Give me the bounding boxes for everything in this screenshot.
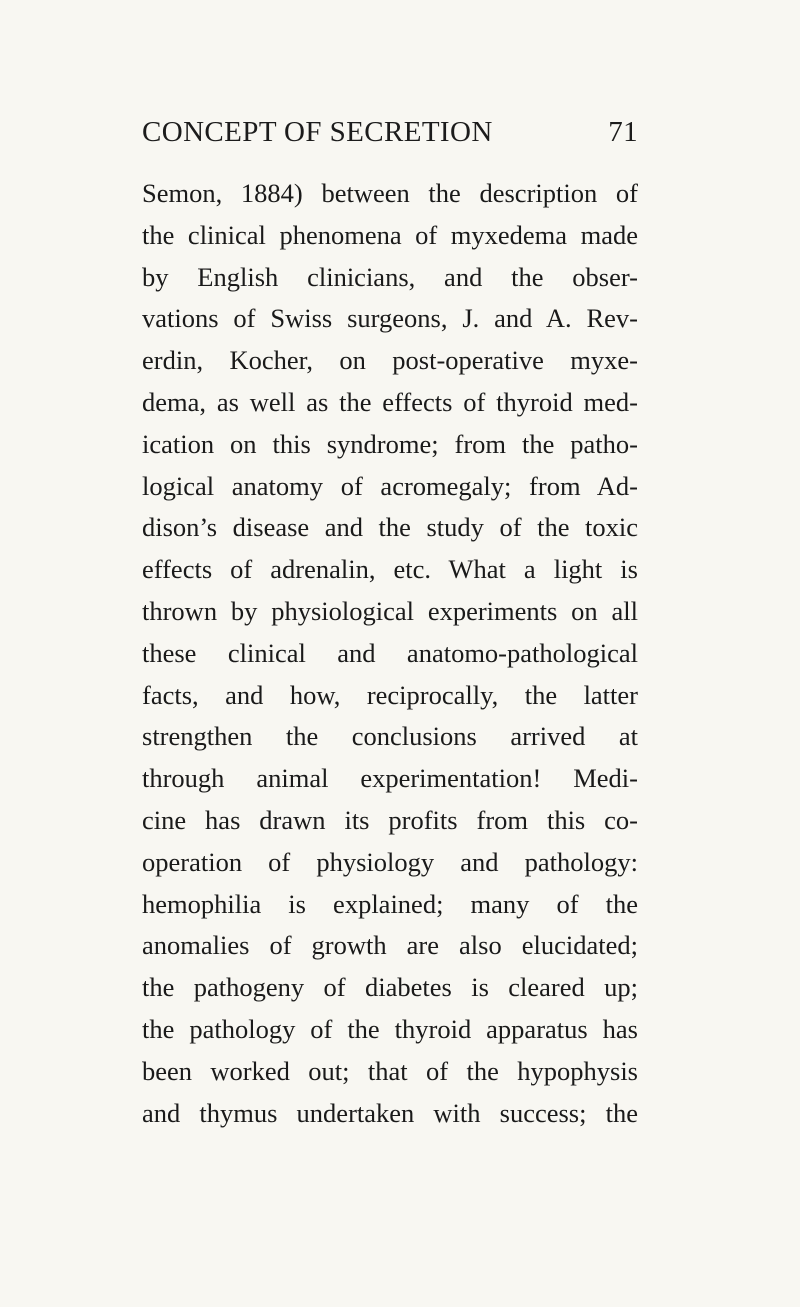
text-line: cine has drawn its profits from this co- xyxy=(142,804,638,835)
page-number: 71 xyxy=(608,116,638,148)
text-line: dison’s disease and the study of the toxic xyxy=(142,512,638,543)
page-header xyxy=(142,116,638,156)
text-line: strengthen the conclusions arrived at xyxy=(142,721,638,752)
text-line: vations of Swiss surgeons, J. and A. Rev- xyxy=(142,303,638,334)
text-line: operation of physiology and pathology: xyxy=(142,846,638,877)
text-line: Semon, 1884) between the description of xyxy=(142,178,638,208)
text-line: thrown by physiological experiments on all xyxy=(142,595,638,626)
text-line: and thymus undertaken with success; the xyxy=(142,1097,638,1128)
text-line: effects of adrenalin, etc. What a light is xyxy=(142,554,638,585)
text-line: through animal experimentation! Medi- xyxy=(142,763,638,794)
text-line: erdin, Kocher, on post-operative myxe- xyxy=(142,345,638,376)
text-line: the pathogeny of diabetes is cleared up; xyxy=(142,972,638,1003)
text-line: anomalies of growth are also elucidated; xyxy=(142,930,638,961)
text-line: the clinical phenomena of myxedema made xyxy=(142,219,638,250)
text-line: been worked out; that of the hypophysis xyxy=(142,1055,638,1086)
text-line: dema, as well as the effects of thyroid med- xyxy=(142,386,638,417)
text-line: by English clinicians, and the obser- xyxy=(142,261,638,292)
text-line: these clinical and anatomo-pathological xyxy=(142,637,638,668)
text-line: ication on this syndrome; from the patho- xyxy=(142,428,638,459)
text-line: the pathology of the thyroid apparatus has xyxy=(142,1013,638,1044)
running-head: CONCEPT OF SECRETION xyxy=(142,116,493,148)
text-line: facts, and how, reciprocally, the latter xyxy=(142,679,638,710)
text-line: hemophilia is explained; many of the xyxy=(142,888,638,919)
text-line: logical anatomy of acromegaly; from Ad- xyxy=(142,470,638,501)
body-paragraph xyxy=(142,173,638,1134)
